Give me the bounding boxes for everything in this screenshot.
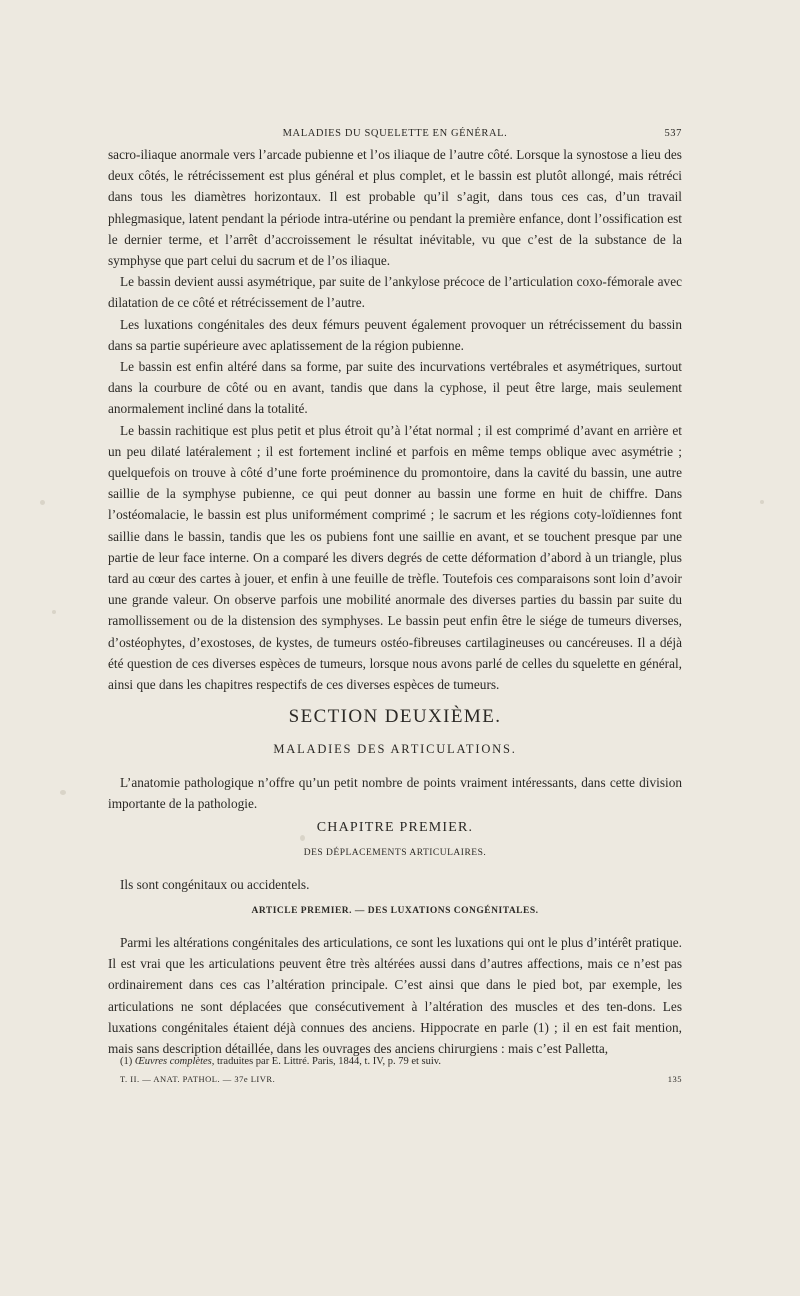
printer-signature: [120, 1074, 682, 1088]
paragraph: Le bassin rachitique est plus petit et plus étroit qu’à l’état normal ; il est comprimé d’avant en arrière et un peu dilaté latéralement ; il est fortement incliné et parfois en même temps oblique avec asymétrie ; quelquefois on trouve à côté d’une forte proéminence du promontoire, dans la cavité du bassin, une autre saillie de la symphyse pubienne, ce qui peut donner au bassin une forme en huit de chiffre. Dans l’ostéomalacie, le bassin est plus uniformément comprimé ; le sacrum et les régions coty-loïdiennes font saillie dans le bassin, tandis que les os pubiens font une saillie en avant, et se touchent presque par une partie de leur face interne. On a comparé les divers degrés de cette déformation d’abord à un triangle, plus tard au cœur des cartes à jouer, et enfin à une feuille de trèfle. Toutefois ces comparaisons sont loin d’avoir une grande valeur. On observe parfois une mobilité anormale des diverses parties du bassin par suite du ramollissement ou de la distension des symphyses. Le bassin peut enfin être le siége de tumeurs diverses, d’ostéophytes, d’exostoses, de kystes, de tumeurs ostéo-fibreuses cartilagineuses ou cancéreuses. Il a déjà été question de ces diverses espèces de tumeurs, lorsque nous avons parlé de celles du squelette en général, ainsi que dans les chapitres respectifs de ces diverses espèces de tumeurs.: [108, 422, 682, 693]
section-title: SECTION DEUXIÈME.: [288, 706, 502, 727]
paragraph: Parmi les altérations congénitales des articulations, ce sont les luxations qui ont le plus d’intérêt pratique. Il est vrai que les articulations peuvent être très altérées aussi dans d’autres affections, mais ce n’est pas ordinairement dans ces cas l’altération principale. C’est ainsi que dans le pied bot, par exemple, les articulations ne sont déplacées que consécutivement à l’altération des muscles et des ten-dons. Les luxations congénitales étaient déjà connues des anciens. Hippocrate en parle (1) ; il en est fait mention, mais sans description détaillée, dans les ouvrages des anciens chirurgiens : mais c’est Palletta,: [108, 935, 682, 1057]
paragraph: Le bassin devient aussi asymétrique, par suite de l’ankylose précoce de l’articulation coxo-fémorale avec dilatation de ce côté et rétrécissement de l’autre.: [108, 274, 682, 311]
signature-number: 135: [667, 1074, 682, 1084]
chapter-title: CHAPITRE PREMIER.: [316, 820, 474, 835]
paragraph: L’anatomie pathologique n’offre qu’un petit nombre de points vraiment intéressants, dans cette division importante de la pathologie.: [108, 775, 682, 812]
page-number: 537: [664, 128, 682, 139]
section-subtitle: MALADIES DES ARTICULATIONS.: [273, 742, 517, 756]
paper-speck: [40, 500, 45, 505]
signature-left: T. II. — ANAT. PATHOL. — 37e LIVR.: [120, 1074, 276, 1084]
paragraph: Le bassin est enfin altéré dans sa forme, par suite des incurvations vertébrales et asymétriques, surtout dans la courbure de côté ou en avant, tandis que dans la cyphose, il peut être large, mais seulement anormalement incliné dans la totalité.: [108, 359, 682, 417]
running-title: MALADIES DU SQUELETTE EN GÉNÉRAL.: [282, 128, 508, 139]
chapter-intro: [108, 874, 682, 895]
paper-speck: [52, 610, 56, 614]
body-text-top: [108, 144, 682, 695]
paper-speck: [760, 500, 764, 504]
paper-speck: [60, 790, 66, 795]
footnote-work-title: Œuvres complètes,: [134, 1056, 215, 1067]
running-header: [108, 128, 682, 144]
article-title: ARTICLE PREMIER. — DES LUXATIONS CONGÉNITALES.: [251, 906, 539, 916]
footnote-text: traduites par E. Littré. Paris, 1844, t. IV, p. 79 et suiv.: [217, 1056, 441, 1067]
section-intro: [108, 772, 682, 814]
footnote-marker: (1): [120, 1056, 133, 1067]
paragraph: Les luxations congénitales des deux fémurs peuvent également provoquer un rétrécissement du bassin dans sa partie supérieure avec aplatissement de la région pubienne.: [108, 316, 682, 353]
chapter-subtitle: DES DÉPLACEMENTS ARTICULAIRES.: [303, 848, 487, 858]
article-body: [108, 932, 682, 1059]
paragraph: Ils sont congénitaux ou accidentels.: [120, 877, 310, 892]
footnote: [120, 1056, 680, 1067]
paragraph: sacro-iliaque anormale vers l’arcade pubienne et l’os iliaque de l’autre côté. Lorsque la synostose a lieu des deux côtés, le rétrécissement est plus général et plus complet, et le bassin est plutôt allongé, mais rétréci dans tous les diamètres horizontaux. Il est probable qu’il s’agit, dans tous ces cas, d’un travail phlegmasique, latent pendant la période intra-utérine ou pendant la première enfance, dont l’ossification est le dernier terme, et l’arrêt d’accroissement le résultat inévitable, vu que c’est de la substance de la symphyse que part celui du sacrum et de l’os iliaque.: [108, 147, 682, 269]
